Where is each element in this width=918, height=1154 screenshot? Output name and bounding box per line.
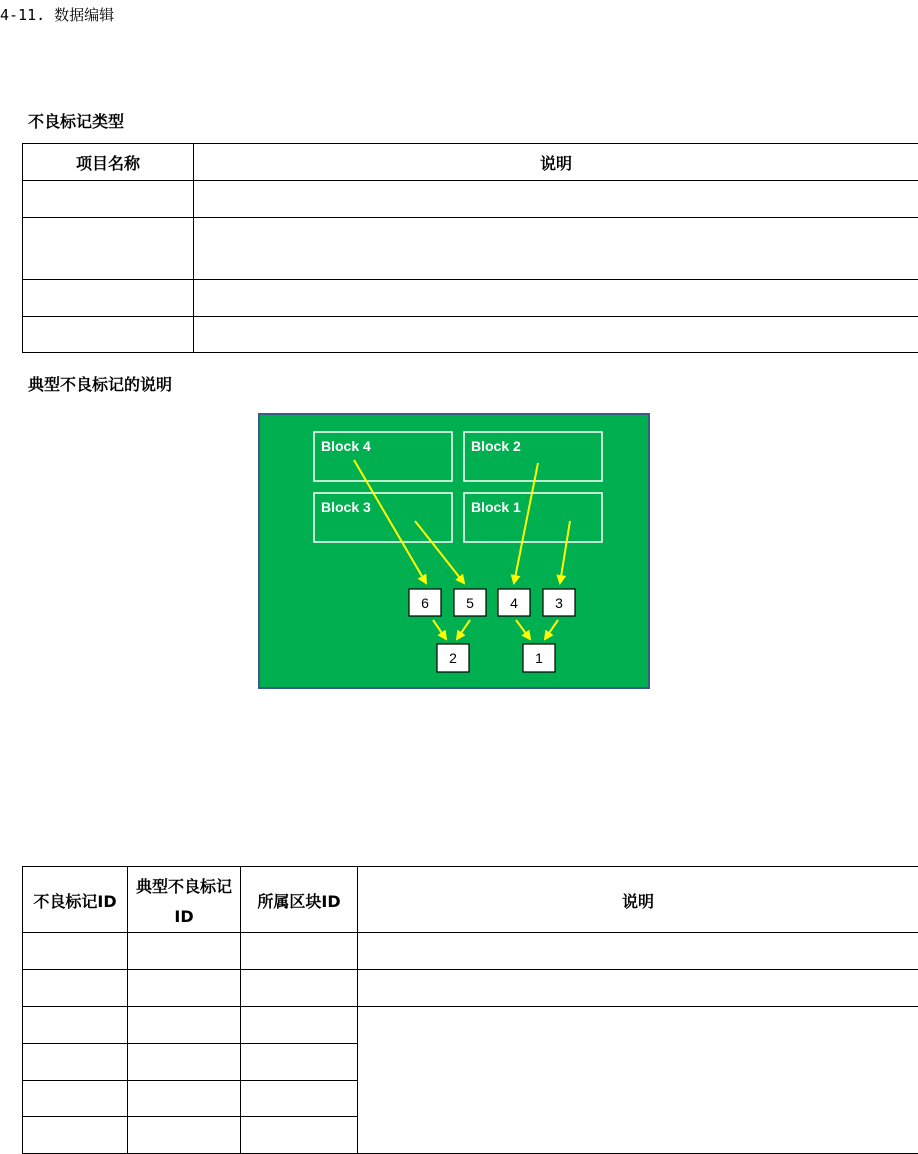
table-cell <box>128 933 241 970</box>
page-heading: 4-11. 数据编辑 <box>0 6 115 24</box>
table-cell <box>23 933 128 970</box>
table-row <box>23 181 918 218</box>
block-1-label: Block 1 <box>471 499 521 515</box>
mark-label-4: 4 <box>510 595 518 611</box>
block-2-label: Block 2 <box>471 438 521 454</box>
table-cell <box>194 280 918 317</box>
table-cell <box>241 1081 358 1117</box>
table-cell <box>194 218 918 280</box>
table-cell <box>128 1117 241 1154</box>
table-cell <box>241 1007 358 1044</box>
table-cell <box>128 1081 241 1117</box>
block-3-label: Block 3 <box>321 499 371 515</box>
table-cell <box>23 1007 128 1044</box>
column-header-block-id: 所属区块ID <box>241 867 358 933</box>
column-header-typical-mark-id: 典型不良标记 ID <box>128 867 241 933</box>
table-header-row <box>23 144 918 181</box>
table-row <box>23 933 918 970</box>
section-title-defect-mark-types: 不良标记类型 <box>28 112 125 131</box>
table-cell <box>23 280 194 317</box>
column-header-description: 说明 <box>194 144 918 181</box>
table-cell <box>23 218 194 280</box>
table-cell <box>23 970 128 1007</box>
table-cell <box>23 1081 128 1117</box>
mark-label-2: 2 <box>449 650 457 666</box>
table-cell <box>23 181 194 218</box>
merged-description-cell <box>358 1007 918 1154</box>
table-row <box>23 970 918 1007</box>
table-cell <box>194 317 918 353</box>
column-header-description: 说明 <box>358 867 918 933</box>
section-title-typical-defect-marks: 典型不良标记的说明 <box>28 375 173 394</box>
table-cell <box>128 1007 241 1044</box>
table-cell <box>128 970 241 1007</box>
mark-label-3: 3 <box>555 595 563 611</box>
table-row <box>23 280 918 317</box>
table-cell <box>241 1117 358 1154</box>
defect-mark-type-table <box>22 143 918 353</box>
defect-mark-diagram <box>258 413 650 689</box>
mark-label-6: 6 <box>421 595 429 611</box>
table-cell <box>358 970 918 1007</box>
table-cell <box>128 1044 241 1081</box>
table-cell <box>241 933 358 970</box>
table-cell <box>23 317 194 353</box>
mark-label-1: 1 <box>535 650 543 666</box>
table-header-row <box>23 867 918 933</box>
mark-label-5: 5 <box>466 595 474 611</box>
table-row <box>23 317 918 353</box>
table-cell <box>23 1044 128 1081</box>
column-header-defect-mark-id: 不良标记ID <box>23 867 128 933</box>
defect-mark-detail-table <box>22 866 918 1154</box>
table-cell <box>358 933 918 970</box>
table-cell <box>241 970 358 1007</box>
table-row <box>23 218 918 280</box>
table-cell <box>23 1117 128 1154</box>
table-cell <box>241 1044 358 1081</box>
column-header-item-name: 项目名称 <box>23 144 194 181</box>
table-cell <box>194 181 918 218</box>
block-4-label: Block 4 <box>321 438 371 454</box>
table-row <box>23 1007 918 1044</box>
